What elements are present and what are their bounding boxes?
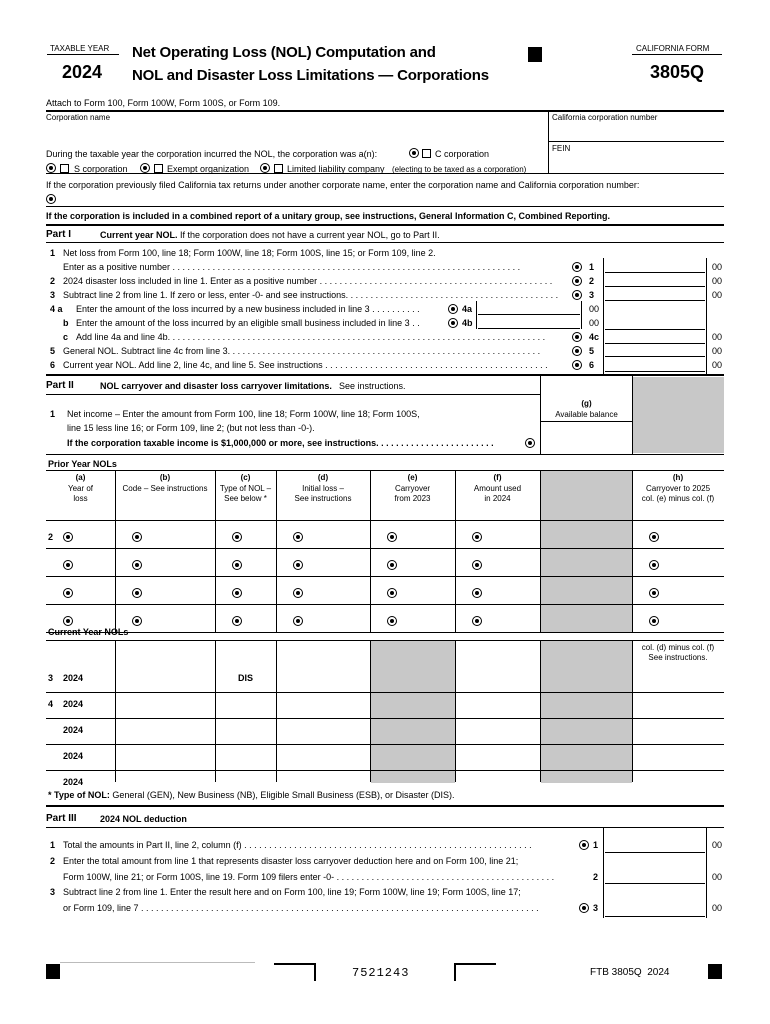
- prior-col-label-line2: col. (e) minus col. (f): [641, 494, 715, 503]
- part3-label: Part III: [46, 813, 77, 824]
- current-row-cell-input[interactable]: [278, 722, 368, 742]
- prior-row-cell-input[interactable]: [662, 582, 722, 602]
- prior-col-label-line1: Carryover to 2025: [645, 484, 711, 493]
- p1-line2-amount[interactable]: [605, 273, 705, 287]
- prior-row-cell-input[interactable]: [400, 610, 453, 630]
- p3-line3-marker: [579, 903, 589, 913]
- s-corporation-label: S corporation: [74, 164, 128, 174]
- prior-row-rule: [46, 632, 724, 633]
- california-form-label: CALIFORNIA FORM: [636, 44, 710, 53]
- prior-row-cell-input[interactable]: [662, 610, 722, 630]
- corporation-name-field[interactable]: [46, 114, 546, 140]
- prior-row-cell-input[interactable]: [306, 582, 368, 602]
- fein-label: FEIN: [552, 144, 571, 153]
- p3-line1-amount[interactable]: [605, 838, 705, 853]
- registration-mark: [528, 47, 542, 62]
- p1-line4a-num: 4 a: [50, 304, 63, 314]
- p2-line1-available-balance[interactable]: [542, 423, 630, 452]
- part2-subtitle: See instructions.: [339, 381, 406, 391]
- p1-line6-num: 6: [50, 360, 56, 370]
- current-col-divider: [276, 640, 277, 782]
- p1-line1-num: 1: [50, 248, 56, 258]
- prior-row-marker: [649, 560, 659, 570]
- prior-row-marker: [293, 532, 303, 542]
- current-col-h-note1: col. (d) minus col. (f): [641, 643, 715, 652]
- prior-row-marker: [387, 560, 397, 570]
- prior-row-marker: [232, 532, 242, 542]
- prior-row-cell-input[interactable]: [306, 526, 368, 546]
- current-col-divider: [540, 640, 541, 782]
- p1-line2-num: 2: [50, 276, 56, 286]
- p1-line1-cents: 00: [711, 262, 722, 272]
- p3-line3-cents: 00: [711, 903, 722, 913]
- prior-row-marker: [649, 532, 659, 542]
- current-row-cell-input[interactable]: [217, 696, 274, 716]
- previous-name-instruction: If the corporation previously filed California tax returns under another corporate name, enter the corporation name and California corporation number:: [46, 180, 640, 190]
- exempt-organization-checkbox[interactable]: [154, 164, 163, 173]
- part1-label: Part I: [46, 229, 72, 240]
- current-row-cell-input[interactable]: [217, 670, 274, 690]
- c-corp-radio-marker: [409, 148, 419, 158]
- p3-line1-cents: 00: [711, 840, 722, 850]
- prior-col-key: (e): [407, 473, 418, 482]
- p1-line4a-amount[interactable]: [478, 302, 580, 315]
- p1-line2-marker: [572, 276, 582, 286]
- llc-label: Limited liability company: [287, 164, 385, 174]
- p1-line6-text: Current year NOL. Add line 2, line 4c, and line 5. See instructions . . . . . . . . . . . . . . . . . . . . . . . . . . . . . . . . . . . . . . . . . . . . .: [63, 360, 548, 370]
- prior-row-cell-input[interactable]: [306, 554, 368, 574]
- current-row-cell-input[interactable]: [634, 696, 722, 716]
- current-shaded-col-g: [541, 641, 632, 783]
- prior-row-cell-input[interactable]: [245, 582, 274, 602]
- current-row-cell-input[interactable]: [634, 748, 722, 768]
- form-number: 3805Q: [650, 62, 705, 82]
- llc-note: (electing to be taxed as a corporation): [392, 165, 527, 174]
- col-g-label: Available balance: [555, 410, 618, 419]
- p3-line3-num: 3: [50, 887, 56, 897]
- prior-row-marker: [63, 532, 73, 542]
- p1-line2-ref: 2: [589, 276, 595, 286]
- current-col-divider: [370, 640, 371, 782]
- current-row-num: 4: [48, 699, 54, 709]
- combined-report-note: If the corporation is included in a combined report of a unitary group, see instructions, General Information C, Combined Reporting.: [46, 211, 611, 221]
- prior-row-cell-input[interactable]: [76, 554, 113, 574]
- previous-name-field[interactable]: [60, 192, 720, 206]
- s-corp-radio-marker: [46, 163, 56, 173]
- form-title-line1: Net Operating Loss (NOL) Computation and: [132, 44, 436, 61]
- prior-shaded-header: [541, 471, 632, 520]
- prior-row-marker: [649, 616, 659, 626]
- p1-line1-text: Net loss from Form 100, line 18; Form 100W, line 18; Form 100S, line 15; or Form 109, line 2.: [63, 248, 436, 258]
- p1-line3-num: 3: [50, 290, 56, 300]
- part2-label: Part II: [46, 380, 74, 391]
- current-row-type: DIS: [237, 673, 253, 683]
- footer-right-mark: [708, 964, 722, 979]
- p1-line5-amount[interactable]: [605, 343, 705, 357]
- current-row-rule: [46, 718, 724, 719]
- prior-row-marker: [63, 616, 73, 626]
- p1-line5-cents: 00: [711, 346, 722, 356]
- p1-line4c-num: c: [63, 332, 69, 342]
- p1-line4b-ref: 4b: [462, 318, 473, 328]
- current-row-year: 2024: [63, 699, 84, 709]
- prior-row-cell-input[interactable]: [485, 526, 538, 546]
- current-row-cell-input[interactable]: [278, 696, 368, 716]
- p3-line1-ref: 1: [593, 840, 599, 850]
- prior-col-label-line1: Year of: [67, 484, 94, 493]
- part1-title: Current year NOL.: [100, 230, 178, 240]
- col-g-key: (g): [581, 399, 592, 408]
- type-of-nol-note-text: General (GEN), New Business (NB), Eligible Small Business (ESB), or Disaster (DIS).: [112, 790, 455, 800]
- p3-line2-cents: 00: [711, 872, 722, 882]
- current-row-cell-input[interactable]: [634, 670, 722, 690]
- prior-col-label-line2: loss: [73, 494, 88, 503]
- p3-line2-ref: 2: [593, 872, 599, 882]
- prior-col-key: (a): [75, 473, 86, 482]
- prior-row-cell-input[interactable]: [245, 610, 274, 630]
- prior-row-marker: [232, 560, 242, 570]
- prior-col-label-line1: Type of NOL –: [219, 484, 272, 493]
- prior-row-rule: [46, 576, 724, 577]
- p1-line4a-text: Enter the amount of the loss incurred by a new business included in line 3 . . . . . . . . . .: [76, 304, 420, 314]
- prior-row-marker: [232, 616, 242, 626]
- p3-line2-amount[interactable]: [605, 869, 705, 884]
- prior-row-marker: [293, 560, 303, 570]
- prior-row-marker: [472, 532, 482, 542]
- p1-line5-marker: [572, 346, 582, 356]
- prior-row-cell-input[interactable]: [245, 554, 274, 574]
- p3-line2-text-a: Enter the total amount from line 1 that represents disaster loss carryover deduction here and on Form 100, line 21;: [63, 856, 519, 866]
- current-row-cell-input[interactable]: [217, 722, 274, 742]
- current-row-cell-input[interactable]: [634, 774, 722, 794]
- prior-row-cell-input[interactable]: [662, 554, 722, 574]
- prior-col-label-line2: See below *: [224, 494, 267, 503]
- prior-row-cell-input[interactable]: [400, 554, 453, 574]
- prior-col-label-line2: in 2024: [484, 494, 511, 503]
- current-row-cell-input[interactable]: [634, 722, 722, 742]
- current-row-cell-input[interactable]: [217, 748, 274, 768]
- exempt-radio-marker: [140, 163, 150, 173]
- prior-year-label: Prior Year NOLs: [48, 459, 117, 469]
- prior-col-label-line2: See instructions: [294, 494, 352, 503]
- current-row-rule: [46, 770, 724, 771]
- p1-line4c-amount[interactable]: [605, 329, 705, 344]
- current-row-rule: [46, 744, 724, 745]
- p3-line3-ref: 3: [593, 903, 599, 913]
- current-col-h-note2: See instructions.: [648, 653, 708, 662]
- prior-col-key: (d): [317, 473, 329, 482]
- current-row-cell-input[interactable]: [457, 748, 538, 768]
- p1-line6-marker: [572, 360, 582, 370]
- prior-row-cell-input[interactable]: [485, 610, 538, 630]
- p1-line1-marker: [572, 262, 582, 272]
- prior-col-label-line1: Code – See instructions: [122, 484, 208, 493]
- prior-row-marker: [132, 616, 142, 626]
- prior-col-label-line1: Initial loss –: [302, 484, 344, 493]
- p1-line4a-ref: 4a: [462, 304, 473, 314]
- p1-line2-text: 2024 disaster loss included in line 1. Enter as a positive number . . . . . . . . . . . . . . . . . . . . . . . . . . . . . . . . . . . . . . . . . . . . . . .: [63, 276, 553, 286]
- current-row-cell-input[interactable]: [117, 670, 213, 690]
- current-col-divider: [455, 640, 456, 782]
- prior-row-marker: [63, 560, 73, 570]
- current-row-cell-input[interactable]: [457, 670, 538, 690]
- current-col-divider: [215, 640, 216, 782]
- attach-instruction: Attach to Form 100, Form 100W, Form 100S, or Form 109.: [46, 98, 281, 108]
- prior-col-label-line2: from 2023: [394, 494, 431, 503]
- p1-line3-ref: 3: [589, 290, 595, 300]
- previous-name-marker: [46, 194, 56, 204]
- p3-line2-text-b: Form 100W, line 21; or Form 100S, line 19. Form 109 filers enter -0- . . . . . . . . . . . . . . . . . . . . . . . . . . . . . . . . . . . . . . . . . . . .: [63, 872, 555, 882]
- prior-row-marker: [387, 588, 397, 598]
- prior-row-marker: [132, 588, 142, 598]
- prior-row-cell-input[interactable]: [485, 554, 538, 574]
- p3-line3-text-b: or Form 109, line 7 . . . . . . . . . . . . . . . . . . . . . . . . . . . . . . . . . . . . . . . . . . . . . . . . . . . . . . . . . . . . . . . . . . . . . . . . . . . . . . . .: [63, 903, 539, 913]
- p1-line5-ref: 5: [589, 346, 595, 356]
- tax-year: 2024: [62, 62, 103, 82]
- p1-line1-cont: Enter as a positive number . . . . . . . . . . . . . . . . . . . . . . . . . . . . . . . . . . . . . . . . . . . . . . . . . . . . . . . . . . . . . . . . . . . . . .: [63, 262, 521, 272]
- prior-row-cell-input[interactable]: [662, 526, 722, 546]
- p1-line3-cents: 00: [711, 290, 722, 300]
- part3-title: 2024 NOL deduction: [100, 814, 187, 824]
- footer-form-code: 7521243: [352, 966, 410, 980]
- exempt-organization-label: Exempt organization: [167, 164, 250, 174]
- p1-line6-amount[interactable]: [605, 357, 705, 372]
- p1-line3-marker: [572, 290, 582, 300]
- prior-row-cell-input[interactable]: [245, 526, 274, 546]
- p1-line1-ref: 1: [589, 262, 595, 272]
- p1-line4ab-blank: [605, 301, 705, 328]
- prior-row-cell-input[interactable]: [145, 526, 213, 546]
- p2-line1-text-b: line 15 less line 16; or Form 109, line 2; (but not less than -0-).: [67, 423, 315, 433]
- p3-line1-text: Total the amounts in Part II, line 2, column (f) . . . . . . . . . . . . . . . . . . . . . . . . . . . . . . . . . . . . . . . . . . . . . . . . . . . . . . . . . .: [63, 840, 532, 850]
- p1-line5-text: General NOL. Subtract line 4c from line 3. . . . . . . . . . . . . . . . . . . . . . . . . . . . . . . . . . . . . . . . . . . . . . . . . . . . . . . . . . . . . . .: [63, 346, 541, 356]
- prior-row-marker: [132, 532, 142, 542]
- prior-row-marker: [293, 588, 303, 598]
- prior-row-marker: [132, 560, 142, 570]
- p3-line2-num: 2: [50, 856, 56, 866]
- p1-line4b-cents: 00: [588, 318, 599, 328]
- current-col-divider: [115, 640, 116, 782]
- current-row-year: 2024: [63, 751, 84, 761]
- fein-field[interactable]: [552, 155, 722, 171]
- p1-line4c-text: Add line 4a and line 4b. . . . . . . . . . . . . . . . . . . . . . . . . . . . . . . . . . . . . . . . . . . . . . . . . . . . . . . . . . . . . . . . . . . . . . . . . . . .: [76, 332, 546, 342]
- p1-line6-ref: 6: [589, 360, 595, 370]
- current-row-cell-input[interactable]: [278, 748, 368, 768]
- current-row-cell-input[interactable]: [278, 670, 368, 690]
- p3-line3-text-a: Subtract line 2 from line 1. Enter the result here and on Form 100, line 19; Form 100W, line 19; Form 100S, line 17;: [63, 887, 521, 897]
- prior-row-cell-input[interactable]: [306, 610, 368, 630]
- p3-line1-num: 1: [50, 840, 56, 850]
- prior-row-cell-input[interactable]: [400, 526, 453, 546]
- prior-col-label-line1: Carryover: [394, 484, 431, 493]
- current-row-cell-input[interactable]: [457, 722, 538, 742]
- taxable-year-label: TAXABLE YEAR: [50, 44, 110, 53]
- prior-row-marker: [649, 588, 659, 598]
- prior-line2-num: 2: [48, 532, 54, 542]
- p1-line4c-marker: [572, 332, 582, 342]
- current-row-num: 3: [48, 673, 54, 683]
- p1-line3-amount[interactable]: [605, 287, 705, 301]
- p1-line4a-marker: [448, 304, 458, 314]
- prior-row-rule: [46, 548, 724, 549]
- corporation-name-label: Corporation name: [46, 113, 111, 122]
- p2-line1-text-a: Net income – Enter the amount from Form 100, line 18; Form 100W, line 18; Form 100S,: [67, 409, 420, 419]
- entity-type-question: During the taxable year the corporation incurred the NOL, the corporation was a(n):: [46, 149, 378, 159]
- form-title-line2: NOL and Disaster Loss Limitations — Corporations: [132, 67, 489, 84]
- p2-line1-num: 1: [50, 409, 56, 419]
- p1-line4b-text: Enter the amount of the loss incurred by an eligible small business included in line 3 . .: [76, 318, 420, 328]
- llc-checkbox[interactable]: [274, 164, 283, 173]
- current-year-label: Current Year NOLs: [48, 627, 129, 637]
- p1-line4b-amount[interactable]: [478, 316, 580, 329]
- p1-line4a-cents: 00: [588, 304, 599, 314]
- footer-left-mark: [46, 964, 60, 979]
- type-of-nol-note: [48, 790, 454, 800]
- p1-line4b-marker: [448, 318, 458, 328]
- prior-row-cell-input[interactable]: [145, 582, 213, 602]
- footer-form-id: FTB 3805Q 2024: [590, 967, 670, 978]
- part2-title: NOL carryover and disaster loss carryover limitations.: [100, 381, 332, 391]
- current-row-cell-input[interactable]: [117, 696, 213, 716]
- p1-line3-text: Subtract line 2 from line 1. If zero or less, enter -0- and see instructions. . . . . . . . . . . . . . . . . . . . . . . . . . . . . . . . . . . . . . . . . . .: [63, 290, 559, 300]
- prior-row-cell-input[interactable]: [400, 582, 453, 602]
- current-row-cell-input[interactable]: [117, 748, 213, 768]
- ca-corp-number-field[interactable]: [552, 124, 722, 140]
- prior-col-key: (b): [159, 473, 171, 482]
- p1-line1-amount[interactable]: [605, 259, 705, 273]
- s-corporation-checkbox[interactable]: [60, 164, 69, 173]
- p1-line4b-num: b: [63, 318, 69, 328]
- prior-row-cell-input[interactable]: [76, 526, 113, 546]
- prior-row-marker: [232, 588, 242, 598]
- prior-col-key: (h): [672, 473, 684, 482]
- p1-line5-num: 5: [50, 346, 56, 356]
- prior-row-marker: [293, 616, 303, 626]
- prior-row-marker: [387, 616, 397, 626]
- c-corporation-label: C corporation: [435, 149, 490, 159]
- current-row-year: 2024: [63, 725, 84, 735]
- p1-line4c-cents: 00: [711, 332, 722, 342]
- part2-shaded-area: [633, 377, 724, 453]
- prior-row-cell-input[interactable]: [485, 582, 538, 602]
- current-shaded-col-e: [371, 641, 455, 783]
- p2-line1-text-c: If the corporation taxable income is $1,000,000 or more, see instructions. . . . . . . . . . . . . . . . . . . . . . . .: [67, 438, 494, 448]
- prior-header-rule: [46, 520, 724, 521]
- current-row-rule: [46, 692, 724, 693]
- prior-row-cell-input[interactable]: [145, 610, 213, 630]
- type-of-nol-note-label: * Type of NOL:: [48, 790, 110, 800]
- prior-col-key: (f): [493, 473, 502, 482]
- p1-line4c-ref: 4c: [589, 332, 600, 342]
- prior-row-marker: [63, 588, 73, 598]
- p3-line3-amount[interactable]: [605, 901, 705, 917]
- p3-line1-marker: [579, 840, 589, 850]
- prior-col-key: (c): [240, 473, 251, 482]
- llc-radio-marker: [260, 163, 270, 173]
- part1-subtitle: If the corporation does not have a current year NOL, go to Part II.: [180, 230, 440, 240]
- p1-line2-cents: 00: [711, 276, 722, 286]
- current-row-cell-input[interactable]: [457, 696, 538, 716]
- prior-col-label-line1: Amount used: [473, 484, 522, 493]
- prior-col-divider: [540, 470, 541, 632]
- current-row-cell-input[interactable]: [117, 722, 213, 742]
- current-row-cell-input[interactable]: [457, 774, 538, 794]
- prior-row-marker: [472, 588, 482, 598]
- current-row-year: 2024: [63, 673, 84, 683]
- c-corporation-checkbox[interactable]: [422, 149, 431, 158]
- prior-row-marker: [387, 532, 397, 542]
- prior-row-cell-input[interactable]: [145, 554, 213, 574]
- prior-col-divider: [115, 470, 116, 632]
- p2-line1-marker: [525, 438, 535, 448]
- ca-corp-number-label: California corporation number: [552, 113, 658, 122]
- prior-row-marker: [472, 616, 482, 626]
- prior-row-cell-input[interactable]: [76, 582, 113, 602]
- prior-row-marker: [472, 560, 482, 570]
- p1-line6-cents: 00: [711, 360, 722, 370]
- prior-row-rule: [46, 604, 724, 605]
- current-row-year: 2024: [63, 777, 84, 787]
